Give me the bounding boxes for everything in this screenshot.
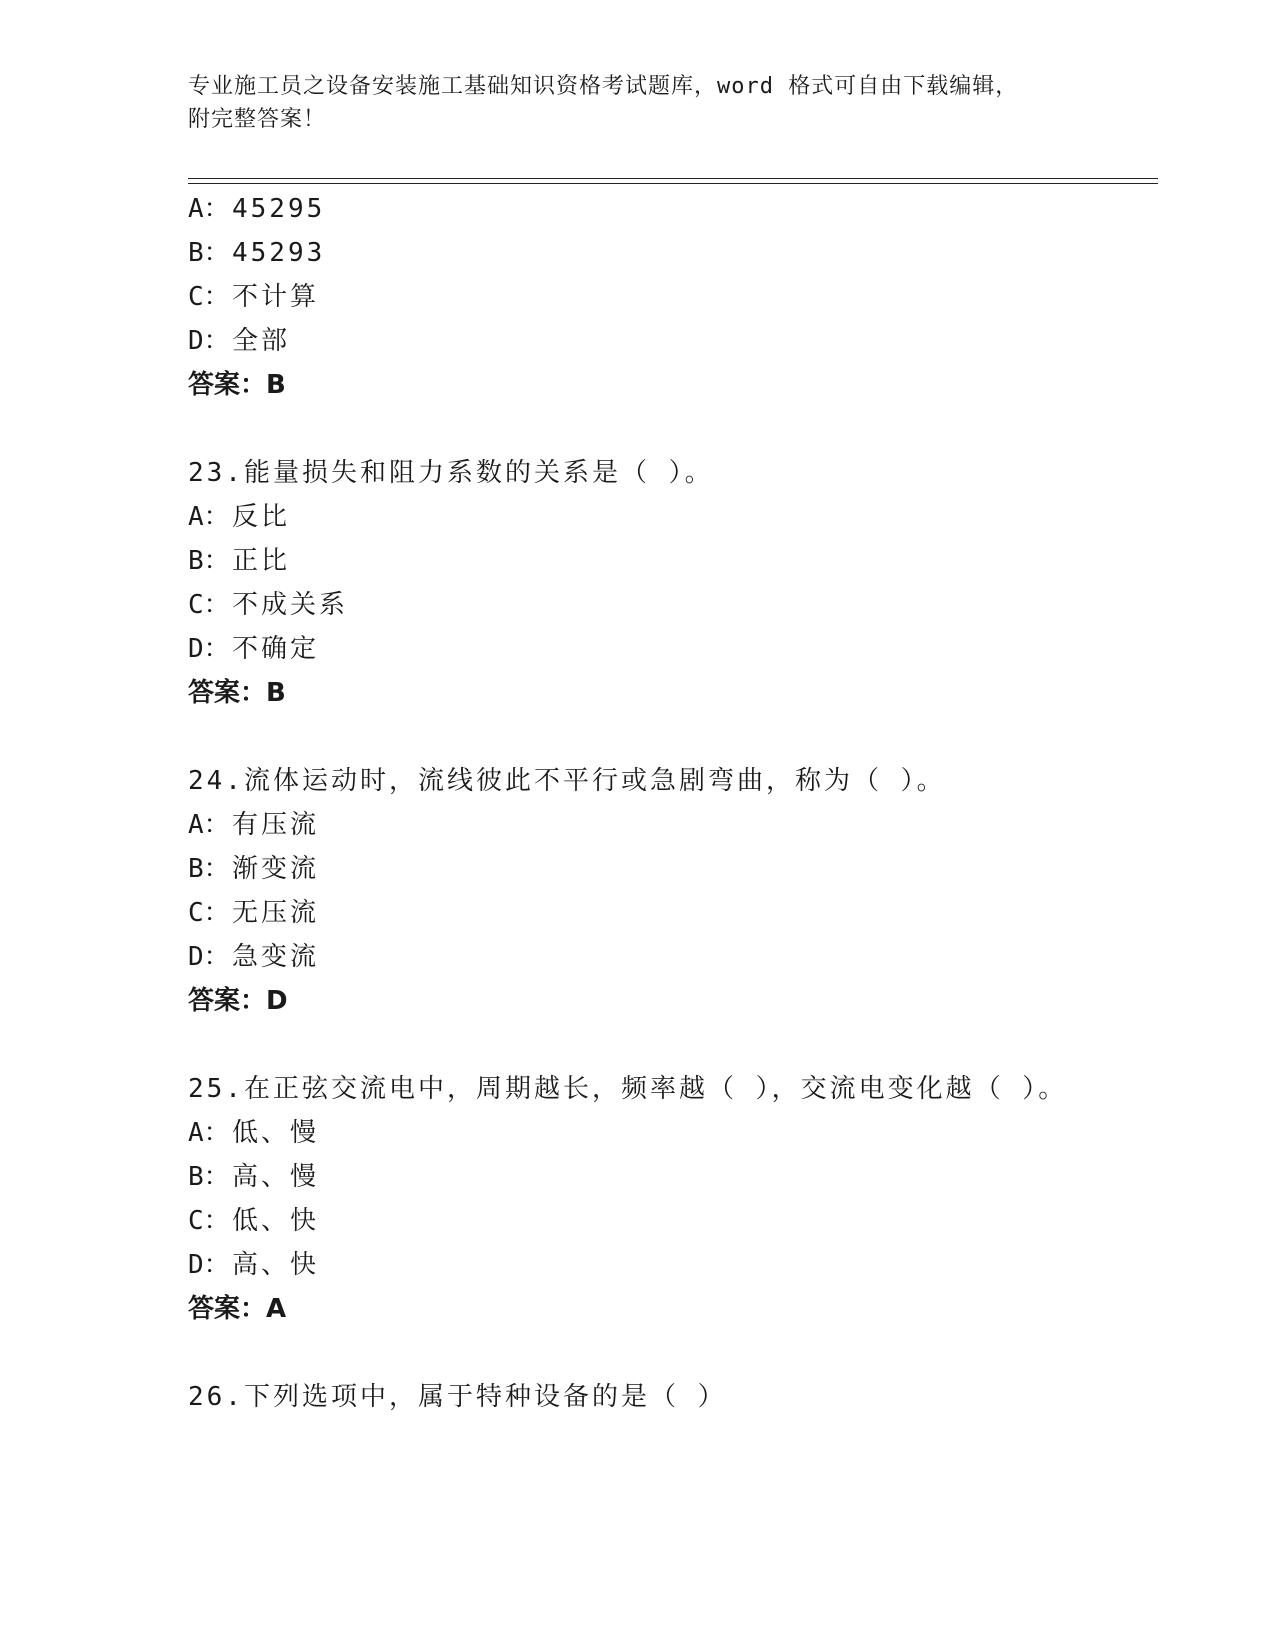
header-divider-bottom [188,183,1158,184]
option-row [188,1160,319,1194]
answer-line: 答案：D [188,986,288,1016]
option-letter: B： [188,238,230,268]
option-letter: A： [188,1118,230,1148]
question-text: 24.流体运动时，流线彼此不平行或急剧弯曲，称为（ ）。 [188,766,946,796]
option-row [188,808,319,842]
option-text: 有压流 [232,810,320,840]
option-text: 高、慢 [232,1162,320,1192]
option-letter: C： [188,1206,230,1236]
option-row [188,896,319,930]
option-text: 渐变流 [232,854,320,884]
option-text: 不计算 [232,282,320,312]
option-row [188,500,290,534]
option-row [188,632,319,666]
option-text: 反比 [232,502,291,532]
option-row [188,192,325,226]
option-letter: C： [188,590,230,620]
option-row [188,940,319,974]
header-divider-top [188,178,1158,179]
option-text: 急变流 [232,942,320,972]
question-text: 26.下列选项中，属于特种设备的是（ ） [188,1382,727,1412]
option-text: 正比 [232,546,291,576]
option-text: 低、快 [232,1206,320,1236]
option-row [188,1204,319,1238]
option-row [188,324,290,358]
option-letter: B： [188,1162,230,1192]
option-row [188,280,319,314]
option-row [188,1116,319,1150]
option-row [188,852,319,886]
option-text: 无压流 [232,898,320,928]
option-letter: A： [188,810,230,840]
option-letter: D： [188,634,230,664]
option-row [188,1248,319,1282]
option-letter: D： [188,1250,230,1280]
option-text: 45293 [232,238,326,268]
option-text: 全部 [232,326,291,356]
header-line-1: 专业施工员之设备安装施工基础知识资格考试题库，word 格式可自由下载编辑， [188,74,1019,99]
option-row [188,588,348,622]
question-text: 23.能量损失和阻力系数的关系是（ ）。 [188,458,714,488]
answer-line: 答案：A [188,1294,287,1324]
answer-line: 答案：B [188,370,286,400]
option-letter: B： [188,546,230,576]
option-row [188,544,290,578]
option-text: 高、快 [232,1250,320,1280]
option-letter: A： [188,502,230,532]
option-letter: C： [188,898,230,928]
option-text: 45295 [232,194,326,224]
question-text: 25.在正弦交流电中，周期越长，频率越（ ），交流电变化越（ ）。 [188,1074,1068,1104]
document-header [188,70,1088,136]
option-letter: B： [188,854,230,884]
option-letter: A： [188,194,230,224]
option-text: 不确定 [232,634,320,664]
option-letter: D： [188,326,230,356]
option-letter: D： [188,942,230,972]
option-letter: C： [188,282,230,312]
option-text: 低、慢 [232,1118,320,1148]
header-line-2: 附完整答案！ [188,107,327,132]
option-text: 不成关系 [232,590,349,620]
option-row [188,236,325,270]
answer-line: 答案：B [188,678,286,708]
